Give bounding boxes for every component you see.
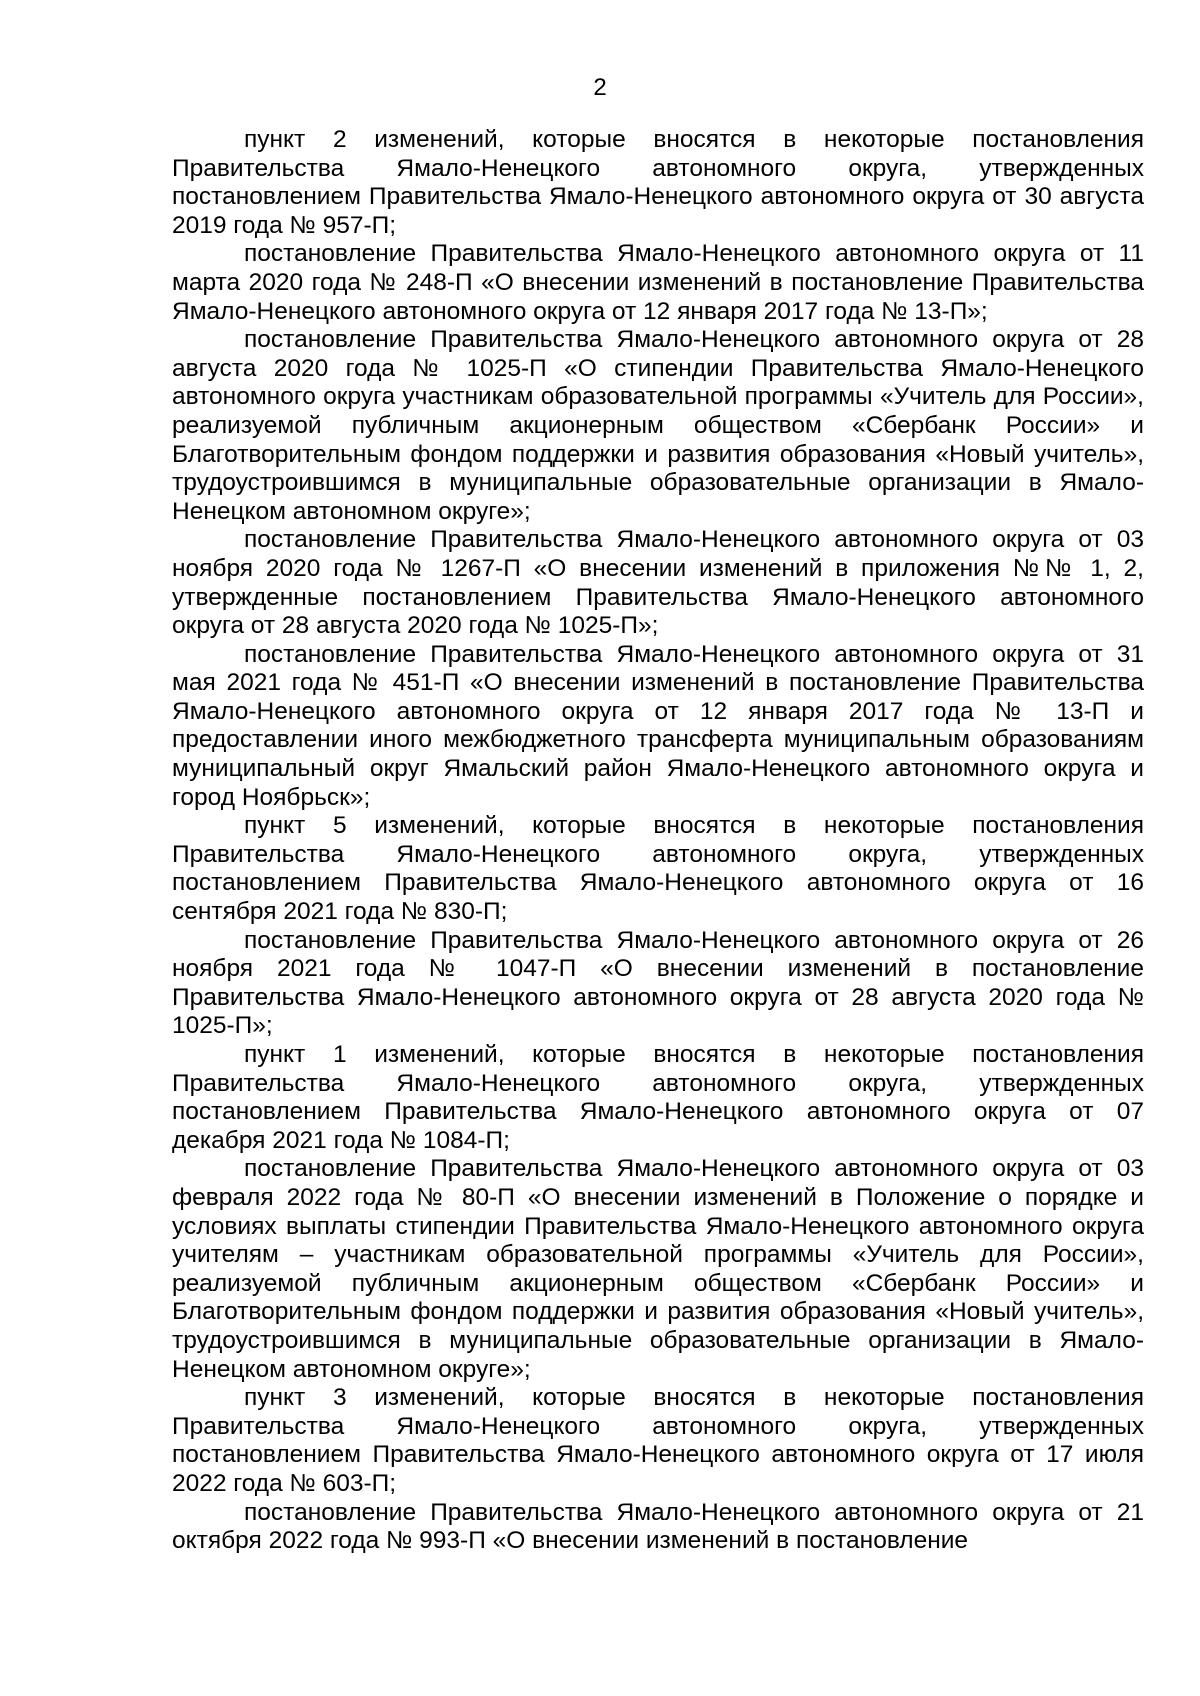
paragraph: постановление Правительства Ямало-Ненецкого автономного округа от 26 ноября 2021 года № 1047-П «О внесении изменений в постановление Правительства Ямало-Ненецкого автономного округа от 28 августа 2020 года № 1025-П»; [172, 926, 1144, 1040]
paragraph: пункт 2 изменений, которые вносятся в некоторые постановления Правительства Ямало-Ненецкого автономного округа, утвержденных постановлением Правительства Ямало-Ненецкого автономного округа от 30 августа 2019 года № 957-П; [172, 126, 1144, 239]
paragraph: постановление Правительства Ямало-Ненецкого автономного округа от 28 августа 2020 года № 1025-П «О стипендии Правительства Ямало-Ненецкого автономного округа участникам образовательной программы «Учитель для России», реализуемой публичным акционерным обществом «Сбербанк России» и Благотворительным фондом поддержки и развития образования «Новый учитель», трудоустроившимся в муниципальные образовательные организации в Ямало-Ненецком автономном округе»; [172, 326, 1144, 525]
paragraph: постановление Правительства Ямало-Ненецкого автономного округа от 11 марта 2020 года № 248-П «О внесении изменений в постановление Правительства Ямало-Ненецкого автономного округа от 12 января 2017 года № 13-П»; [172, 240, 1144, 325]
paragraph: постановление Правительства Ямало-Ненецкого автономного округа от 31 мая 2021 года № 451-П «О внесении изменений в постановление Правительства Ямало-Ненецкого автономного округа от 12 января 2017 года № 13-П и предоставлении иного межбюджетного трансферта муниципальным образованиям муниципальный округ Ямальский район Ямало-Ненецкого автономного округа и город Ноябрьск»; [172, 640, 1144, 811]
paragraph: пункт 5 изменений, которые вносятся в некоторые постановления Правительства Ямало-Ненецкого автономного округа, утвержденных постановлением Правительства Ямало-Ненецкого автономного округа от 16 сентября 2021 года № 830-П; [172, 812, 1144, 926]
paragraph: постановление Правительства Ямало-Ненецкого автономного округа от 21 октября 2022 года № 993-П «О внесении изменений в постановление [172, 1498, 1144, 1555]
paragraph: постановление Правительства Ямало-Ненецкого автономного округа от 03 февраля 2022 года № 80-П «О внесении изменений в Положение о порядке и условиях выплаты стипендии Правительства Ямало-Ненецкого автономного округа учителям – участникам образовательной программы «Учитель для России», реализуемой публичным акционерным обществом «Сбербанк России» и Благотворительным фондом поддержки и развития образования «Новый учитель», трудоустроившимся в муниципальные образовательные организации в Ямало-Ненецком автономном округе»; [172, 1155, 1144, 1383]
document-body [172, 126, 1144, 1556]
page-number: 2 [593, 74, 607, 101]
paragraph: пункт 3 изменений, которые вносятся в некоторые постановления Правительства Ямало-Ненецкого автономного округа, утвержденных постановлением Правительства Ямало-Ненецкого автономного округа от 17 июля 2022 года № 603-П; [172, 1384, 1144, 1497]
paragraph: пункт 1 изменений, которые вносятся в некоторые постановления Правительства Ямало-Ненецкого автономного округа, утвержденных постановлением Правительства Ямало-Ненецкого автономного округа от 07 декабря 2021 года № 1084-П; [172, 1041, 1144, 1154]
paragraph: постановление Правительства Ямало-Ненецкого автономного округа от 03 ноября 2020 года № 1267-П «О внесении изменений в приложения №№ 1, 2, утвержденные постановлением Правительства Ямало-Ненецкого автономного округа от 28 августа 2020 года № 1025-П»; [172, 526, 1144, 640]
